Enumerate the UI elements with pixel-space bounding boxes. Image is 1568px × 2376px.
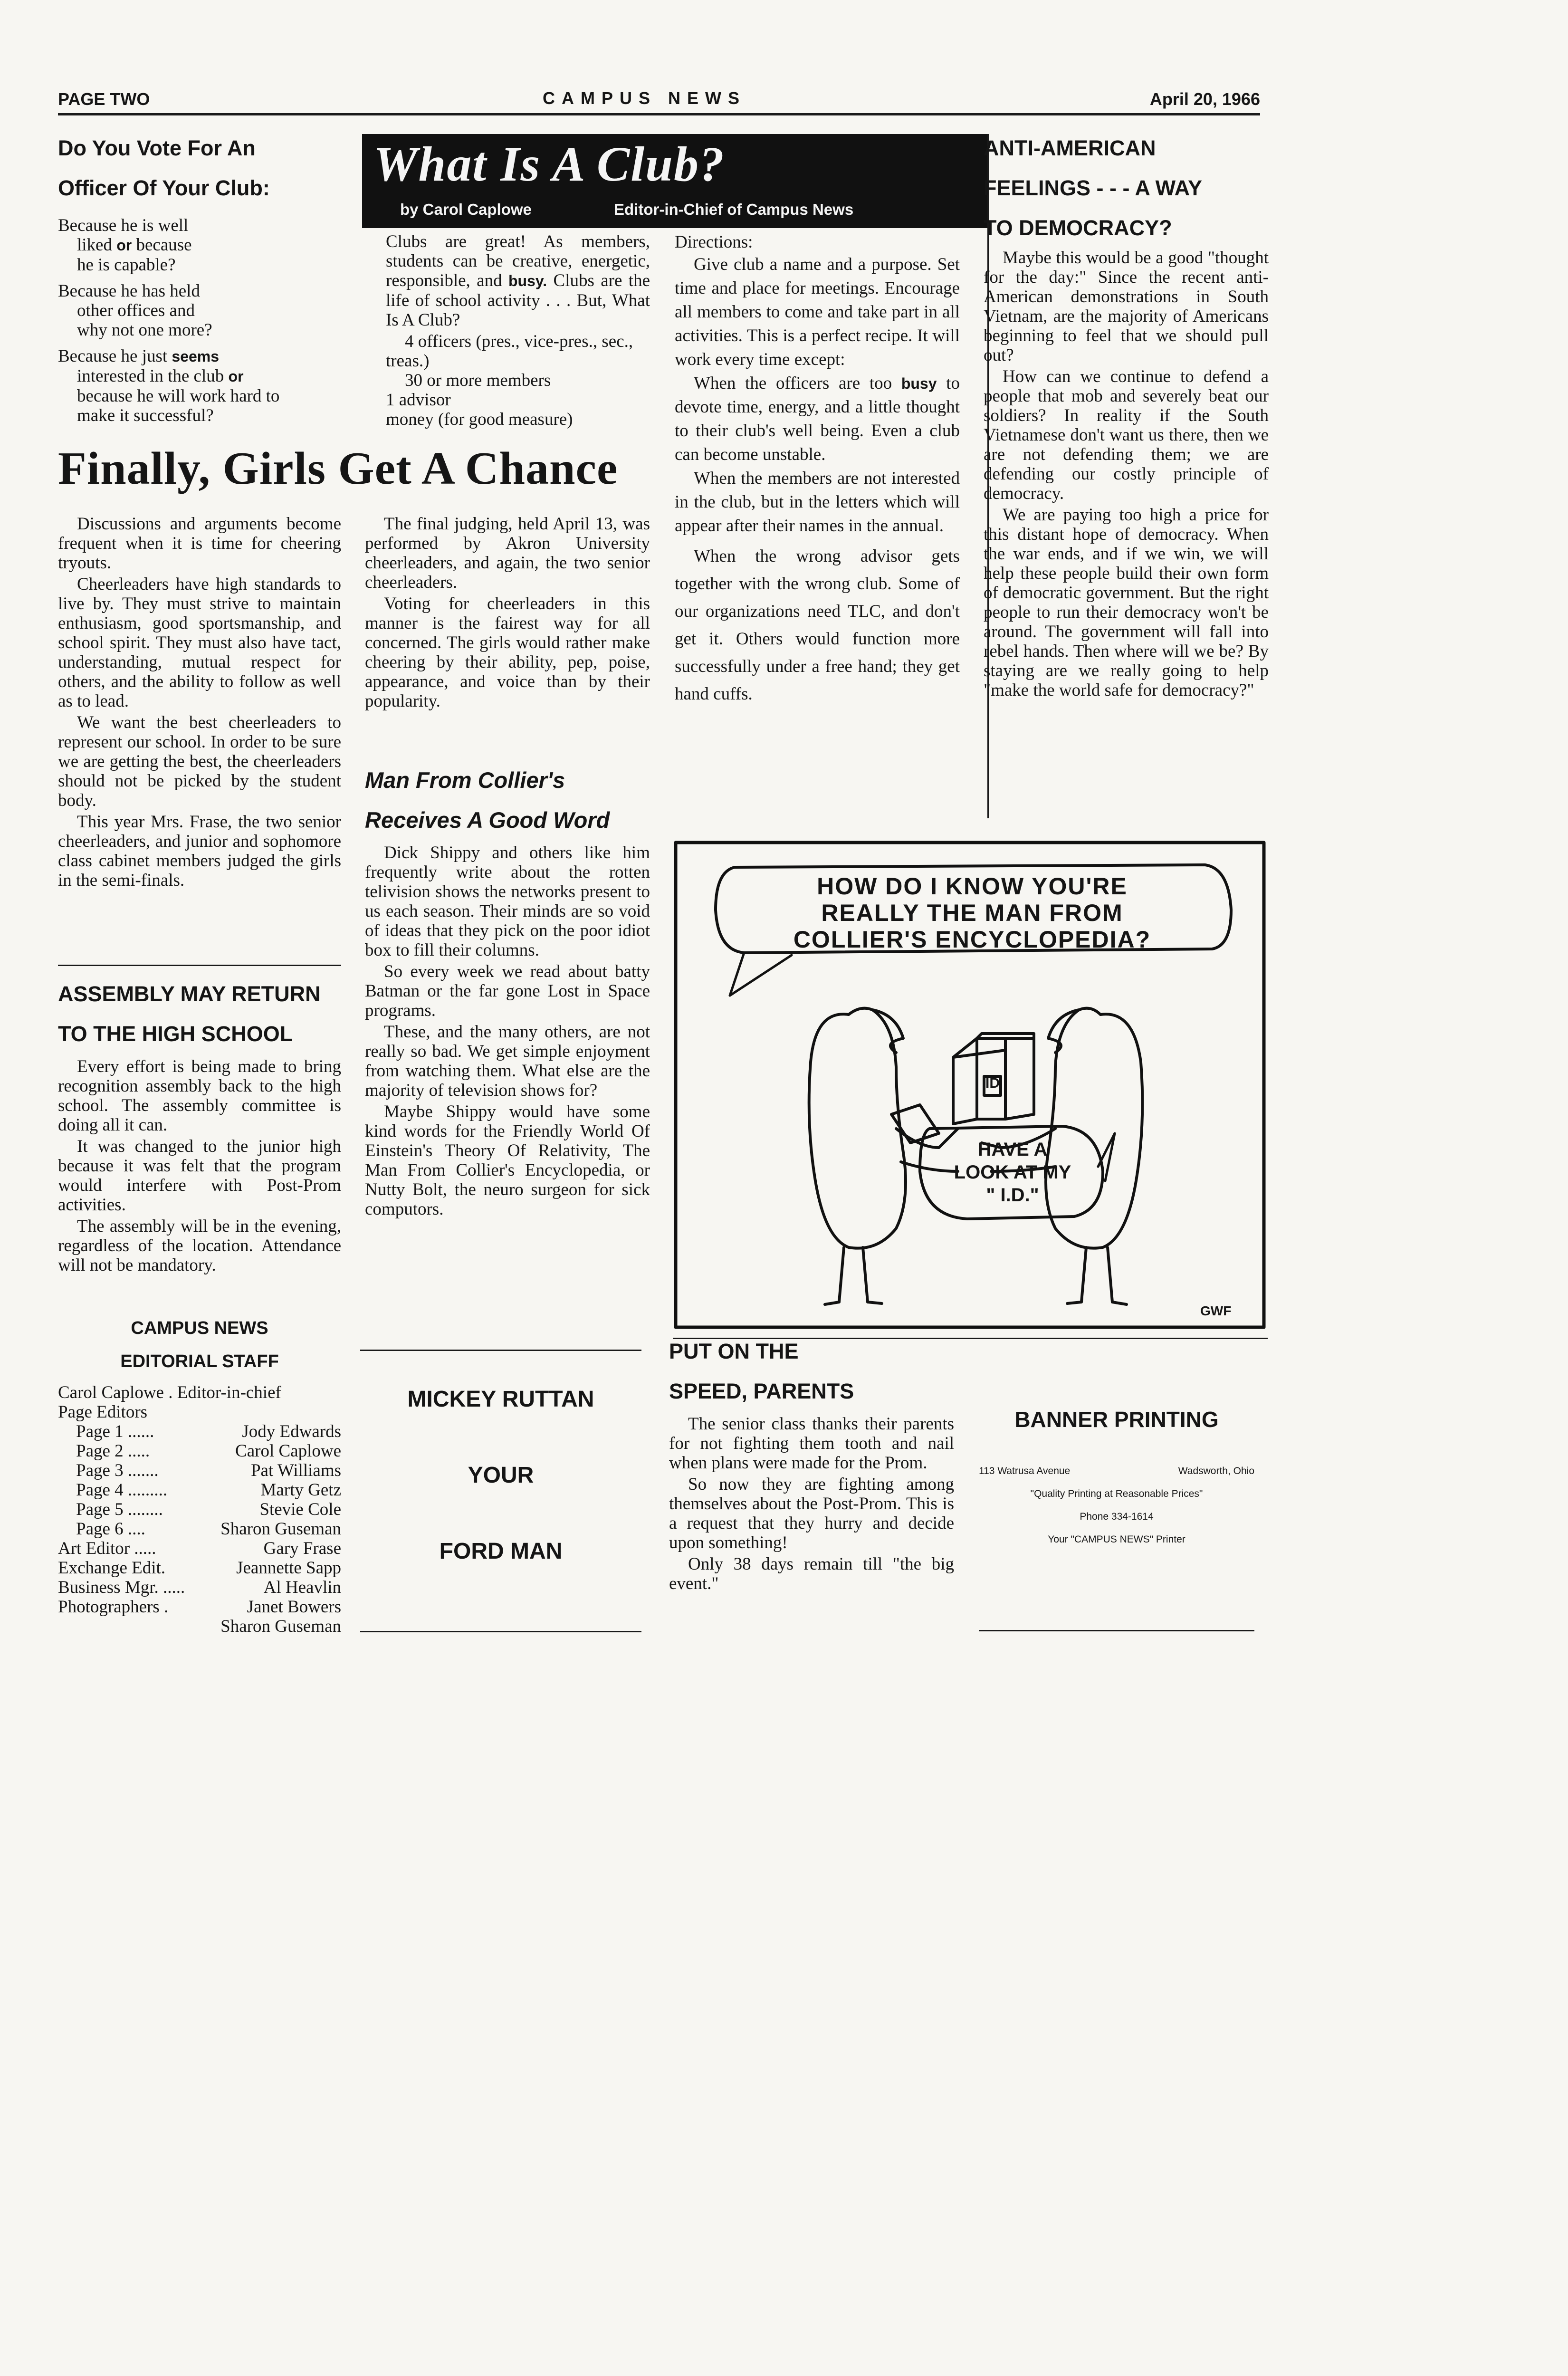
club-direction-3: When the members are not interested in the club, but in the letters which will appear after their names in the annual. (675, 469, 960, 536)
banner-address: 113 Watrusa Avenue (979, 1466, 1071, 1476)
masthead (58, 86, 1260, 111)
assembly-p3: The assembly will be in the evening, regardless of the location. Attendance will not be mandatory. (58, 1217, 341, 1275)
staff-row (58, 1500, 341, 1519)
club-col2 (675, 232, 960, 708)
club-recipe-list: 4 officers (pres., vice-pres., sec., treas.) 30 or more members 1 advisor money (for good measure) (386, 332, 633, 429)
ford-top-rule (360, 1350, 641, 1351)
ford-advert (360, 1378, 641, 1573)
banner-city: Wadsworth, Ohio (1178, 1466, 1254, 1476)
assembly-body (58, 1057, 341, 1275)
staff-row (58, 1441, 341, 1461)
staff-row (58, 1597, 341, 1617)
staff-row (58, 1422, 341, 1441)
vote-body (58, 216, 353, 425)
club-author-role: Editor-in-Chief of Campus News (614, 201, 854, 218)
banner-printer-note: Your "CAMPUS NEWS" Printer (1048, 1534, 1186, 1545)
assembly-top-rule (58, 965, 341, 966)
anti-p2: How can we continue to defend a people that mob and severely beat our soldiers? In reality if the South Vietnamese don't want us there, then we are not defending them; we are defending our costly principle of democracy. (984, 367, 1269, 503)
club-title: What Is A Club? (373, 137, 726, 192)
anti-title-line1: ANTI-AMERICAN (984, 136, 1156, 160)
club-direction-2: When the officers are too busy to devote time, energy, and a little thought to their club's well being. Even a club can become unstable. (675, 374, 960, 464)
assembly-title-line2: TO THE HIGH SCHOOL (58, 1022, 293, 1046)
staff-name: Gary Frase (263, 1539, 341, 1558)
speed-p3: Only 38 days remain till "the big event." (669, 1554, 954, 1593)
vote-reason-1: Because he is well liked or because he is capable? (58, 216, 192, 275)
staff-role: Page 1 ...... (76, 1422, 154, 1441)
staff-row (58, 1558, 341, 1578)
staff-role: Photographers . (58, 1597, 169, 1617)
staff-name: Jeannette Sapp (236, 1558, 341, 1578)
girls-p5: The final judging, held April 13, was performed by Akron University cheerleaders, and again, the two senior cheerleaders. (365, 514, 650, 592)
collier-p2: So every week we read about batty Batman or the far gone Lost in Space programs. (365, 962, 650, 1020)
staff-title-line1: CAMPUS NEWS (131, 1318, 268, 1338)
banner-bottom-rule (979, 1630, 1254, 1631)
vote-reason-3: Because he just seems interested in the club or because he will work hard to make it successful? (58, 346, 280, 425)
staff-row (58, 1461, 341, 1480)
staff-name: Pat Williams (250, 1461, 341, 1480)
staff-role: Exchange Edit. (58, 1558, 166, 1578)
staff-name: Carol Caplowe (235, 1441, 341, 1461)
staff-role: Page 2 ..... (76, 1441, 150, 1461)
staff-name: Jody Edwards (242, 1422, 341, 1441)
vote-title-line1: Do You Vote For An (58, 136, 256, 160)
assembly-title-line1: ASSEMBLY MAY RETURN (58, 982, 321, 1006)
staff-role: Art Editor ..... (58, 1539, 156, 1558)
cartoon-book-label: ID (985, 1075, 1000, 1091)
vote-article (58, 128, 353, 425)
ford-bottom-rule (360, 1631, 641, 1632)
girls-p3: We want the best cheerleaders to represent our school. In order to be sure we are getting the best, the cheerleaders should not be picked by the student body. (58, 713, 341, 810)
banner-slogan: "Quality Printing at Reasonable Prices" (1030, 1488, 1203, 1499)
anti-article (984, 128, 1269, 702)
staff-role: Page 6 .... (76, 1519, 145, 1539)
anti-p3: We are paying too high a price for this distant hope of democracy. When the war ends, and if we win, we will help these people build their own form of democratic government. But the right people to run their democracy won't be around. The government will fall into rebel hands. Then where will we be? By staying are we really going to help "make the world safe for democracy?" (984, 505, 1269, 700)
speed-title-line2: SPEED, PARENTS (669, 1379, 854, 1403)
girls-p2: Cheerleaders have high standards to live by. They must strive to maintain enthusiasm, good sportsmanship, and school spirit. They must also have tact, understanding, mutual respect for others, and the ability to follow as well as to lead. (58, 575, 341, 711)
banner-address-line (974, 1466, 1259, 1477)
staff-role: Page 5 ........ (76, 1500, 163, 1519)
paper-name: CAMPUS NEWS (543, 88, 746, 108)
staff-role: Page 3 ....... (76, 1461, 159, 1480)
vote-reason-2: Because he has held other offices and why not one more? (58, 281, 212, 340)
staff-list (58, 1383, 341, 1636)
collier-article (365, 760, 650, 1221)
girls-headline: Finally, Girls Get A Chance (58, 443, 618, 494)
staff-title-line2: EDITORIAL STAFF (120, 1351, 279, 1371)
collier-p3: These, and the many others, are not really so bad. We get simple enjoyment from watching them. What else are the majority of television shows for? (365, 1022, 650, 1100)
collier-title-line2: Receives A Good Word (365, 807, 610, 833)
club-title-banner (362, 134, 987, 228)
club-intro: Clubs are great! As members, students can be creative, energetic, responsible, and busy. Clubs are the life of school activity . . . But, What Is A Club? (386, 232, 650, 330)
banner-title: BANNER PRINTING (1014, 1407, 1219, 1432)
staff-name: Janet Bowers (247, 1597, 341, 1617)
banner-advert (974, 1407, 1259, 1545)
staff-box (58, 1312, 341, 1636)
anti-body (984, 248, 1269, 700)
girls-p1: Discussions and arguments become frequent when it is time for cheering tryouts. (58, 514, 341, 573)
staff-role: Carol Caplowe . Editor-in-chief (58, 1383, 281, 1402)
staff-row (58, 1617, 341, 1636)
collier-body (365, 843, 650, 1219)
staff-role: Page 4 ......... (76, 1480, 168, 1500)
speed-title-line1: PUT ON THE (669, 1339, 799, 1363)
club-col1 (386, 232, 650, 429)
vote-title-line2: Officer Of Your Club: (58, 176, 270, 200)
anti-title-line2: FEELINGS - - - A WAY (984, 176, 1203, 200)
collier-title-line1: Man From Collier's (365, 767, 565, 793)
anti-title-line3: TO DEMOCRACY? (984, 216, 1172, 240)
speed-p2: So now they are fighting among themselves about the Post-Prom. This is a request that they hurry and decide upon something! (669, 1475, 954, 1552)
assembly-p2: It was changed to the junior high because it was felt that the program would interfere with Post-Prom activities. (58, 1137, 341, 1215)
cartoon-bubble-bottom-text: HAVE A LOOK AT MY " I.D." (954, 1139, 1071, 1206)
staff-row (58, 1480, 341, 1500)
issue-date: April 20, 1966 (1149, 89, 1260, 109)
cartoon-bubble-top-text: HOW DO I KNOW YOU'RE REALLY THE MAN FROM COLLIER'S ENCYCLOPEDIA? (793, 873, 1151, 953)
staff-role: Business Mgr. ..... (58, 1578, 185, 1597)
staff-name: Sharon Guseman (220, 1617, 341, 1636)
page-number: PAGE TWO (58, 89, 150, 109)
ford-line1: MICKEY RUTTAN (407, 1387, 594, 1412)
ford-line3: FORD MAN (439, 1539, 563, 1564)
staff-row (58, 1578, 341, 1597)
assembly-p1: Every effort is being made to bring recognition assembly back to the high school. The assembly committee is doing all it can. (58, 1057, 341, 1135)
staff-name: Al Heavlin (263, 1578, 341, 1597)
staff-role: Page Editors (58, 1402, 148, 1422)
staff-row (58, 1383, 341, 1402)
staff-name: Stevie Cole (259, 1500, 341, 1519)
club-directions-label: Directions: (675, 232, 753, 252)
staff-row (58, 1519, 341, 1539)
id-card (891, 1105, 939, 1143)
girls-col2 (365, 514, 650, 713)
girls-p4: This year Mrs. Frase, the two senior cheerleaders, and junior and sophomore class cabinet members judged the girls in the semi-finals. (58, 812, 341, 890)
staff-name: Sharon Guseman (220, 1519, 341, 1539)
anti-p1: Maybe this would be a good "thought for the day:" Since the recent anti-American demonstrations in South Vietnam, are the majority of Americans beginning to feel that we should pull out? (984, 248, 1269, 365)
collier-p1: Dick Shippy and others like him frequently write about the rotten telivision shows the networks present to us each season. Their minds are so void of ideas that they pick on the poor idiot box to fill their columns. (365, 843, 650, 960)
staff-row (58, 1402, 341, 1422)
staff-name: Marty Getz (260, 1480, 341, 1500)
club-direction-1: Give club a name and a purpose. Set time and place for meetings. Encourage all members to come and take part in all activities. This is a perfect recipe. It will work every time except: (675, 255, 960, 369)
staff-row (58, 1539, 341, 1558)
speed-article (669, 1332, 954, 1595)
girls-p6: Voting for cheerleaders in this manner is the fairest way for all concerned. The girls would rather make cheering by their ability, pep, poise, appearance, and voice than by their popularity. (365, 594, 650, 711)
club-byline: by Carol Caplowe (400, 201, 532, 218)
cartoon (673, 839, 1268, 1331)
club-direction-4: When the wrong advisor gets together with the wrong club. Some of our organizations need TLC, and don't get it. Others would function more successfully under a free hand; they get hand cuffs. (675, 546, 960, 704)
ford-line2: YOUR (468, 1463, 534, 1488)
collier-p4: Maybe Shippy would have some kind words for the Friendly World Of Einstein's Theory Of Relativity, The Man From Collier's Encyclopedia, or Nutty Bolt, the neuro surgeon for sick computors. (365, 1102, 650, 1219)
girls-col1 (58, 514, 341, 892)
header-rule (58, 113, 1260, 115)
speed-body (669, 1414, 954, 1593)
assembly-article (58, 974, 341, 1277)
cartoon-signature: GWF (1200, 1303, 1232, 1318)
banner-phone: Phone 334-1614 (1080, 1511, 1154, 1522)
speed-p1: The senior class thanks their parents for not fighting them tooth and nail when plans were made for the Prom. (669, 1414, 954, 1473)
